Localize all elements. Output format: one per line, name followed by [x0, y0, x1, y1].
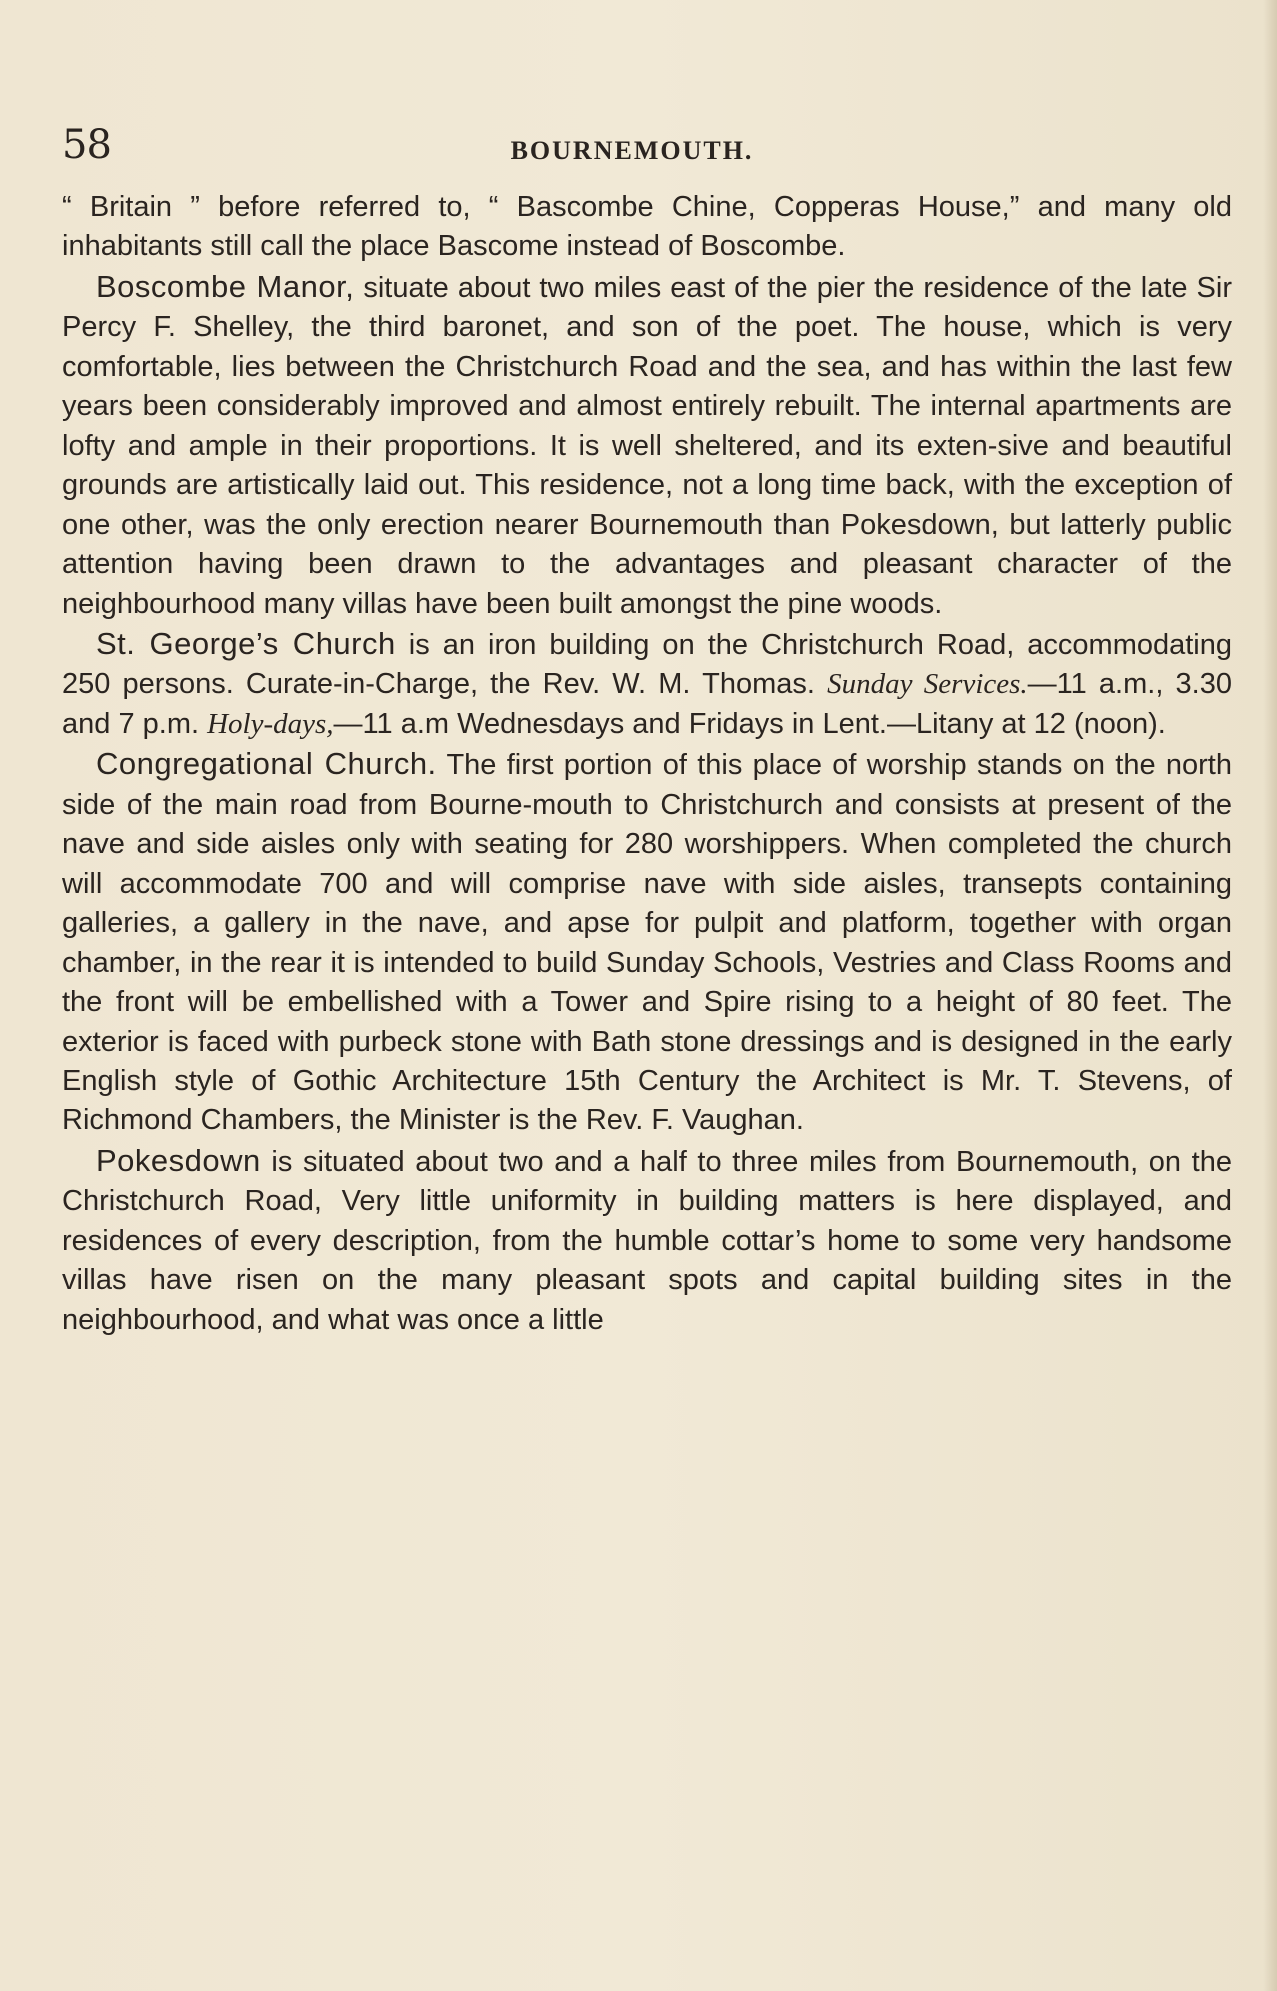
paragraph-text: situate about two miles east of the pier the residence of the late Sir Percy F. Shelley, the third baronet, and son of the poet. The house, which is very comfortable, lies between the Christchurch Road and the sea, and has within the last few years been considerably improved and almost entirely rebuilt. The internal apartments are lofty and ample in their proportions. It is well sheltered, and its exten-sive and beautiful grounds are artistically laid out. This residence, not a long time back, with the exception of one other, was the only erection nearer Bournemouth than Pokesdown, but latterly public attention having been drawn to the advantages and pleasant character of the neighbourhood many villas have been built amongst the pine woods.: [62, 271, 1232, 620]
paragraph-st-georges-church: [62, 624, 1232, 744]
paragraph-text: —11 a.m., 3.30 and 7 p.m.: [62, 668, 1232, 740]
page-edge-shadow: [1263, 0, 1277, 1991]
paragraph-congregational-church: [62, 744, 1232, 1141]
paragraph-pokesdown: [62, 1141, 1232, 1340]
paragraph-boscombe-manor: [62, 267, 1232, 624]
section-heading-pokesdown: Pokesdown: [96, 1142, 261, 1178]
paragraph-text: The first portion of this place of worship stands on the north side of the main road from Bourne-mouth to Christchurch and consists at present of the nave and side aisles only with seating for 280 worshippers. When completed the church will accommodate 700 and will comprise nave with side aisles, transepts containing galleries, a gallery in the nave, and apse for pulpit and platform, together with organ chamber, in the rear it is intended to build Sunday Schools, Vestries and Class Rooms and the front will be embellished with a Tower and Spire rising to a height of 80 feet. The exterior is faced with purbeck stone with Bath stone dressings and is designed in the early English style of Gothic Architecture 15th Century the Architect is Mr. T. Stevens, of Richmond Chambers, the Minister is the Rev. F. Vaughan.: [62, 749, 1232, 1137]
paragraph-text: is an iron building on the Christchurch Road, accommodating 250 persons. Curate-in-Charge, the Rev. W. M. Thomas.: [62, 628, 1233, 701]
section-heading-congregational-church: Congregational Church.: [96, 746, 437, 782]
page-header: [62, 122, 1202, 182]
section-heading-boscombe-manor: Boscombe Manor,: [96, 268, 355, 304]
paragraph-text: “ Britain ” before referred to, “ Bascombe Chine, Copperas House,” and many old inhabitants still call the place Bascome instead of Boscombe.: [62, 191, 1232, 263]
section-heading-st-georges-church: St. George’s Church: [96, 625, 396, 661]
page-number: 58: [62, 122, 111, 168]
body-text: [62, 188, 1232, 1340]
running-head: BOURNEMOUTH.: [510, 136, 754, 165]
paragraph-britain: [62, 188, 1232, 267]
paragraph-text: is situated about two and a half to three miles from Bournemouth, on the Christchurch Road, Very little uniformity in building matters is here displayed, and residences of every description, from the humble cottar’s home to some very handsome villas have risen on the many pleasant spots and capital building sites in the neighbourhood, and what was once a little: [62, 1145, 1232, 1336]
italic-holy-days: Holy-days,: [207, 707, 334, 740]
paragraph-text: —11 a.m Wednesdays and Fridays in Lent.—Litany at 12 (noon).: [333, 707, 1166, 740]
italic-sunday-services: Sunday Services.: [827, 668, 1028, 701]
